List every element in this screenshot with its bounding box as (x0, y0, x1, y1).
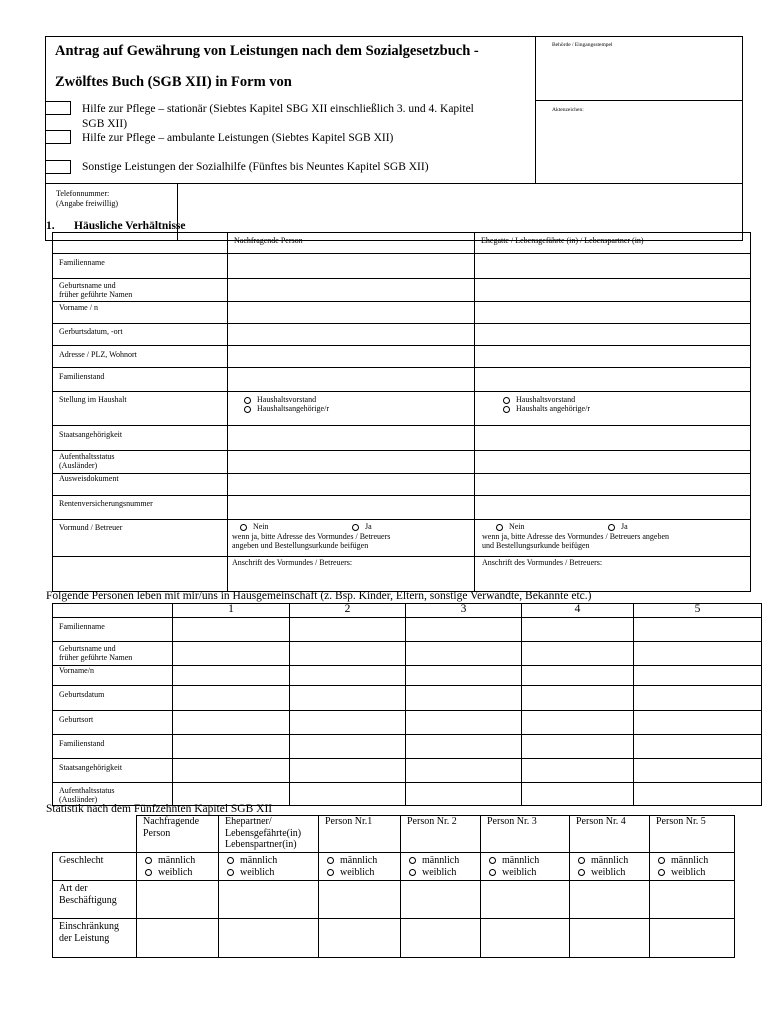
row-label-aufenthalt-line1: Aufenthaltsstatus (59, 786, 115, 795)
person1-einschraenkung-input[interactable] (319, 919, 401, 958)
row-label-aufenthalt-line2: (Ausländer) (59, 795, 98, 805)
person5-familienname-input[interactable] (634, 618, 762, 642)
applicant-staat-input[interactable] (228, 426, 475, 451)
person3-gender-cell (481, 853, 570, 881)
radio-icon (658, 869, 665, 876)
radio-icon (240, 524, 247, 531)
person-col-3: 3 (406, 604, 522, 618)
person5-geburtsort-input[interactable] (634, 711, 762, 735)
radio-icon (489, 869, 496, 876)
person5-female-option[interactable] (658, 867, 734, 879)
person5-einschraenkung-input[interactable] (650, 919, 735, 958)
applicant-familienname-input[interactable] (228, 254, 475, 279)
person1-male-option[interactable] (327, 855, 400, 867)
header-empty-cell (53, 233, 228, 254)
person4-familienname-input[interactable] (522, 618, 634, 642)
female-label: weiblich (591, 866, 626, 878)
person3-male-option[interactable] (489, 855, 569, 867)
nein-label: Nein (253, 522, 269, 531)
applicant-familienstand-input[interactable] (228, 368, 475, 392)
nein-label: Nein (509, 522, 525, 531)
male-label: männlich (502, 855, 540, 866)
male-label: männlich (340, 855, 378, 866)
spouse-vorname-input[interactable] (475, 302, 751, 324)
applicant-vormund-note1: wenn ja, bitte Adresse des Vormundes / Betreuers (232, 532, 391, 541)
spouse-einschraenkung-input[interactable] (219, 919, 319, 958)
radio-icon (578, 857, 585, 864)
radio-icon (227, 857, 234, 864)
applicant-ausweis-input[interactable] (228, 474, 475, 496)
option-ambulant-checkbox[interactable] (45, 130, 71, 144)
person1-gender-cell (319, 853, 401, 881)
person1-geburtsort-input[interactable] (173, 711, 290, 735)
person1-geburtsname-input[interactable] (173, 642, 290, 666)
statistics-table (52, 815, 735, 958)
applicant-gender-cell (137, 853, 219, 881)
applicant-beschaeftigung-input[interactable] (137, 881, 219, 919)
spouse-beschaeftigung-input[interactable] (219, 881, 319, 919)
applicant-aufenthalt-input[interactable] (228, 451, 475, 474)
radio-icon (145, 857, 152, 864)
person4-gender-cell (570, 853, 650, 881)
person1-vorname-input[interactable] (173, 666, 290, 686)
person2-gender-cell (401, 853, 481, 881)
spouse-geburtsname-input[interactable] (475, 279, 751, 302)
spouse-adresse-input[interactable] (475, 346, 751, 368)
option-other-label: Sonstige Leistungen der Sozialhilfe (Fünftes bis Neuntes Kapitel SGB XII) (82, 161, 429, 173)
option-label: Haushaltsvorstand (257, 395, 317, 404)
section1-number: 1. (46, 220, 55, 232)
row-label-vorname: Vorname / n (53, 302, 228, 324)
option-stationary-checkbox[interactable] (45, 101, 71, 115)
applicant-vorname-input[interactable] (228, 302, 475, 324)
phone-label: Telefonnummer: (56, 189, 110, 198)
applicant-female-option[interactable] (145, 867, 218, 879)
header-ehe-line2: Lebensgefährte(in) (225, 827, 302, 839)
row-label-geburtsdatum: Gerburtsdatum, -ort (53, 324, 228, 346)
radio-icon (244, 397, 251, 404)
household-heading: Folgende Personen leben mit mir/uns in Hausgemeinschaft (z. Bsp. Kinder, Eltern, sonstige Verwandte, Bekannte etc.) (46, 590, 592, 602)
radio-icon (503, 397, 510, 404)
row-label-einschr-line2: der Leistung (59, 932, 110, 944)
option-stationary-label: Hilfe zur Pflege – stationär (Siebtes Kapitel SBG XII einschließlich 3. und 4. Kapitel (82, 103, 474, 115)
person2-staat-input[interactable] (290, 759, 406, 783)
male-label: männlich (158, 855, 196, 866)
person3-staat-input[interactable] (406, 759, 522, 783)
row-label-einschraenkung (53, 919, 137, 958)
person1-familienstand-input[interactable] (173, 735, 290, 759)
radio-icon (608, 524, 615, 531)
option-stationary-label-cont: SGB XII) (82, 118, 128, 130)
person2-beschaeftigung-input[interactable] (401, 881, 481, 919)
row-label-geburtsname (53, 279, 228, 302)
row-label-vormund: Vormund / Betreuer (53, 520, 228, 557)
row-label-aufenthalt-line1: Aufenthaltsstatus (59, 452, 115, 461)
header-divider (535, 36, 536, 183)
ja-label: Ja (365, 522, 372, 531)
person2-aufenthalt-input[interactable] (290, 783, 406, 806)
person4-geburtsdatum-input[interactable] (522, 686, 634, 711)
spouse-vormund-note2: und Bestellungsurkunde beifügen (482, 541, 590, 551)
person4-vorname-input[interactable] (522, 666, 634, 686)
row-label-geburtsname-line2: früher geführte Namen (59, 653, 133, 663)
person3-familienname-input[interactable] (406, 618, 522, 642)
statistics-heading: Statistik nach dem Fünfzehnten Kapitel SGB XII (46, 803, 273, 815)
header-person3: Person Nr. 3 (481, 816, 570, 853)
ja-label: Ja (621, 522, 628, 531)
spouse-geburtsdatum-input[interactable] (475, 324, 751, 346)
person4-beschaeftigung-input[interactable] (570, 881, 650, 919)
spouse-vormund-ja-option[interactable] (608, 522, 628, 531)
applicant-haushaltsangehoerige-option[interactable] (244, 404, 474, 413)
person5-aufenthalt-input[interactable] (634, 783, 762, 806)
person4-geburtsname-input[interactable] (522, 642, 634, 666)
spouse-female-option[interactable] (227, 867, 318, 879)
person3-familienstand-input[interactable] (406, 735, 522, 759)
applicant-haushaltsvorstand-option[interactable] (244, 395, 474, 404)
radio-icon (227, 869, 234, 876)
header-nachfragende-line2: Person (143, 827, 171, 839)
person2-female-option[interactable] (409, 867, 480, 879)
person-col-1: 1 (173, 604, 290, 618)
row-label-staatsangehoerigkeit: Staatsangehörigkeit (53, 759, 173, 783)
person5-gender-cell (650, 853, 735, 881)
person5-vorname-input[interactable] (634, 666, 762, 686)
option-ambulant-label: Hilfe zur Pflege – ambulante Leistungen (Siebtes Kapitel SGB XII) (82, 132, 394, 144)
header-ehepartner (219, 816, 319, 853)
row-label-ausweisdokument: Ausweisdokument (53, 474, 228, 496)
row-label-familienstand: Familienstand (53, 735, 173, 759)
header-ehe-line1: Ehepartner/ (225, 816, 272, 827)
applicant-male-option[interactable] (145, 855, 218, 867)
person2-familienstand-input[interactable] (290, 735, 406, 759)
applicant-geburtsdatum-input[interactable] (228, 324, 475, 346)
row-label-geburtsname-line1: Geburtsname und (59, 644, 116, 653)
person3-vorname-input[interactable] (406, 666, 522, 686)
row-label-aufenthalt-line2: (Ausländer) (59, 461, 98, 471)
applicant-vormund-ja-option[interactable] (352, 522, 372, 531)
applicant-adresse-input[interactable] (228, 346, 475, 368)
person4-geburtsort-input[interactable] (522, 711, 634, 735)
header-person4: Person Nr. 4 (570, 816, 650, 853)
person1-staat-input[interactable] (173, 759, 290, 783)
vormund-address-label-empty (53, 557, 228, 592)
radio-icon (496, 524, 503, 531)
radio-icon (409, 869, 416, 876)
section1-title: Häusliche Verhältnisse (74, 220, 186, 232)
person-col-4: 4 (522, 604, 634, 618)
radio-icon (352, 524, 359, 531)
applicant-geburtsname-input[interactable] (228, 279, 475, 302)
person5-staat-input[interactable] (634, 759, 762, 783)
person2-male-option[interactable] (409, 855, 480, 867)
person1-geburtsdatum-input[interactable] (173, 686, 290, 711)
male-label: männlich (671, 855, 709, 866)
spouse-haushaltsvorstand-option[interactable] (503, 395, 750, 404)
person4-staat-input[interactable] (522, 759, 634, 783)
row-label-einschr-line1: Einschränkung (59, 921, 119, 932)
person5-male-option[interactable] (658, 855, 734, 867)
row-label-geburtsort: Geburtsort (53, 711, 173, 735)
form-title-line1: Antrag auf Gewährung von Leistungen nach dem Sozialgesetzbuch - (55, 43, 479, 59)
person5-geburtsdatum-input[interactable] (634, 686, 762, 711)
radio-icon (578, 869, 585, 876)
col-header-spouse: Ehegatte / Lebensgefährte (in) / Lebenspartner (in) (475, 233, 751, 254)
row-label-geburtsdatum: Geburtsdatum (53, 686, 173, 711)
radio-icon (489, 857, 496, 864)
row-label-familienname: Familienname (53, 618, 173, 642)
female-label: weiblich (158, 866, 193, 878)
row-label-rentenversicherung: Rentenversicherungsnummer (53, 496, 228, 520)
person4-familienstand-input[interactable] (522, 735, 634, 759)
row-label-art-line2: Beschäftigung (59, 894, 117, 906)
row-label-familienname: Familienname (53, 254, 228, 279)
person-col-2: 2 (290, 604, 406, 618)
form-title-line2: Zwölftes Buch (SGB XII) in Form von (55, 74, 292, 90)
header-empty-cell (53, 604, 173, 618)
applicant-einschraenkung-input[interactable] (137, 919, 219, 958)
applicant-stellung-options (228, 392, 475, 426)
household-conditions-table (52, 232, 751, 592)
male-label: männlich (240, 855, 278, 866)
option-other-checkbox[interactable] (45, 160, 71, 174)
radio-icon (658, 857, 665, 864)
male-label: männlich (422, 855, 460, 866)
header-person2: Person Nr. 2 (401, 816, 481, 853)
spouse-vormund-cell (475, 520, 751, 557)
person5-familienstand-input[interactable] (634, 735, 762, 759)
radio-icon (145, 869, 152, 876)
person3-aufenthalt-input[interactable] (406, 783, 522, 806)
spouse-stellung-options (475, 392, 751, 426)
file-number-label: Aktenzeichen: (552, 107, 584, 113)
person2-familienname-input[interactable] (290, 618, 406, 642)
applicant-vormund-nein-option[interactable] (240, 522, 269, 531)
person4-aufenthalt-input[interactable] (522, 783, 634, 806)
person3-geburtsdatum-input[interactable] (406, 686, 522, 711)
applicant-vormund-note2: angeben und Bestellungsurkunde beifügen (232, 541, 369, 551)
female-label: weiblich (240, 866, 275, 878)
person2-vorname-input[interactable] (290, 666, 406, 686)
spouse-vormund-note1: wenn ja, bitte Adresse des Vormundes / Betreuers angeben (482, 532, 669, 541)
spouse-vormund-address-input[interactable]: Anschrift des Vormundes / Betreuers: (475, 557, 751, 592)
spouse-familienname-input[interactable] (475, 254, 751, 279)
radio-icon (244, 406, 251, 413)
header-nachfragende (137, 816, 219, 853)
row-label-beschaeftigung (53, 881, 137, 919)
person5-geburtsname-input[interactable] (634, 642, 762, 666)
person3-female-option[interactable] (489, 867, 569, 879)
row-label-familienstand: Familienstand (53, 368, 228, 392)
header-nachfragende-line1: Nachfragende (143, 816, 200, 827)
option-label: Haushaltsvorstand (516, 395, 576, 404)
person4-male-option[interactable] (578, 855, 649, 867)
household-members-table (52, 603, 762, 806)
header-ehe-line3: Lebenspartner(in) (225, 839, 297, 850)
female-label: weiblich (502, 866, 537, 878)
applicant-vormund-address-input[interactable]: Anschrift des Vormundes / Betreuers: (228, 557, 475, 592)
person4-female-option[interactable] (578, 867, 649, 879)
person2-geburtsname-input[interactable] (290, 642, 406, 666)
row-label-stellung: Stellung im Haushalt (53, 392, 228, 426)
person-col-5: 5 (634, 604, 762, 618)
row-label-vorname: Vorname/n (53, 666, 173, 686)
radio-icon (327, 869, 334, 876)
applicant-vormund-cell (228, 520, 475, 557)
person4-einschraenkung-input[interactable] (570, 919, 650, 958)
option-label: Haushaltsangehörige/r (257, 404, 329, 414)
person3-einschraenkung-input[interactable] (481, 919, 570, 958)
row-label-adresse: Adresse / PLZ, Wohnort (53, 346, 228, 368)
phone-label-note: (Angabe freiwillig) (56, 199, 118, 208)
header-empty-cell (53, 816, 137, 853)
spouse-gender-cell (219, 853, 319, 881)
option-label: Haushalts angehörige/r (516, 404, 590, 414)
female-label: weiblich (422, 866, 457, 878)
person2-geburtsort-input[interactable] (290, 711, 406, 735)
row-label-geburtsname-line1: Geburtsname und (59, 281, 116, 290)
stamp-divider (535, 100, 743, 101)
person3-geburtsname-input[interactable] (406, 642, 522, 666)
person2-geburtsdatum-input[interactable] (290, 686, 406, 711)
person1-familienname-input[interactable] (173, 618, 290, 642)
row-label-aufenthaltsstatus (53, 451, 228, 474)
row-label-geburtsname-line2: früher geführte Namen (59, 290, 133, 300)
radio-icon (409, 857, 416, 864)
person3-geburtsort-input[interactable] (406, 711, 522, 735)
applicant-rente-input[interactable] (228, 496, 475, 520)
row-label-geschlecht: Geschlecht (53, 853, 137, 881)
row-label-geburtsname (53, 642, 173, 666)
person1-beschaeftigung-input[interactable] (319, 881, 401, 919)
radio-icon (503, 406, 510, 413)
row-label-art-line1: Art der (59, 883, 88, 894)
male-label: männlich (591, 855, 629, 866)
person2-einschraenkung-input[interactable] (401, 919, 481, 958)
col-header-applicant: Nachfragende Person (228, 233, 475, 254)
person5-beschaeftigung-input[interactable] (650, 881, 735, 919)
spouse-staat-input[interactable] (475, 426, 751, 451)
spouse-rente-input[interactable] (475, 496, 751, 520)
header-person1: Person Nr.1 (319, 816, 401, 853)
spouse-ausweis-input[interactable] (475, 474, 751, 496)
spouse-haushaltsangehoerige-option[interactable] (503, 404, 750, 413)
person3-beschaeftigung-input[interactable] (481, 881, 570, 919)
female-label: weiblich (671, 866, 706, 878)
spouse-vormund-nein-option[interactable] (496, 522, 525, 531)
spouse-familienstand-input[interactable] (475, 368, 751, 392)
female-label: weiblich (340, 866, 375, 878)
spouse-aufenthalt-input[interactable] (475, 451, 751, 474)
person1-female-option[interactable] (327, 867, 400, 879)
spouse-male-option[interactable] (227, 855, 318, 867)
header-person5: Person Nr. 5 (650, 816, 735, 853)
row-label-staatsangehoerigkeit: Staatsangehörigkeit (53, 426, 228, 451)
radio-icon (327, 857, 334, 864)
stamp-label: Behörde / Eingangsstempel (552, 42, 613, 48)
